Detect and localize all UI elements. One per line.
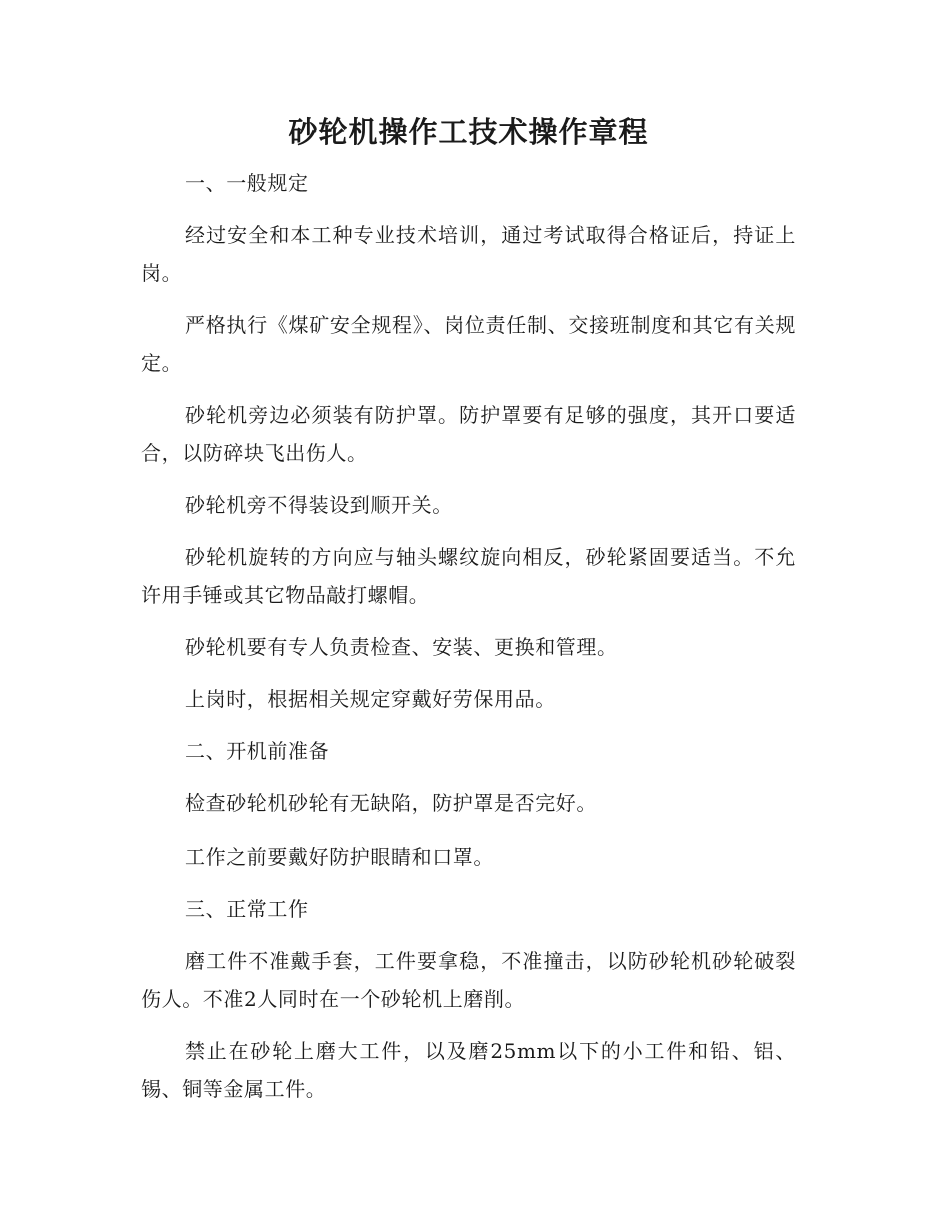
- paragraph-inspection: 检查砂轮机砂轮有无缺陷，防护罩是否完好。: [185, 791, 597, 815]
- paragraph-regulations: 严格执行《煤矿安全规程》、岗位责任制、交接班制度和其它有关规定。: [141, 313, 796, 375]
- paragraph-gloves: 磨工件不准戴手套，工件要拿稳，不准撞击，以防砂轮机砂轮破裂伤人。不准2人同时在一个砂轮机上磨削。: [141, 949, 796, 1011]
- paragraph-guard: 砂轮机旁边必须装有防护罩。防护罩要有足够的强度，其开口要适合，以防碎块飞出伤人。: [141, 403, 796, 465]
- section-heading-general: 一、一般规定: [185, 171, 309, 195]
- paragraph-management: 砂轮机要有专人负责检查、安装、更换和管理。: [185, 635, 618, 659]
- section-heading-preparation: 二、开机前准备: [185, 739, 330, 763]
- section-heading-operation: 三、正常工作: [185, 897, 309, 921]
- paragraph-prohibited-workpieces: 禁止在砂轮上磨大工件，以及磨25mm以下的小工件和铅、铝、锡、铜等金属工件。: [141, 1039, 796, 1101]
- document-title: 砂轮机操作工技术操作章程: [288, 115, 649, 149]
- paragraph-ppe: 上岗时，根据相关规定穿戴好劳保用品。: [185, 687, 556, 711]
- paragraph-rotation: 砂轮机旋转的方向应与轴头螺纹旋向相反，砂轮紧固要适当。不允许用手锤或其它物品敲打螺帽。: [141, 545, 796, 607]
- document-page: [141, 0, 796, 1230]
- paragraph-switch: 砂轮机旁不得装设到顺开关。: [185, 493, 453, 517]
- paragraph-goggles: 工作之前要戴好防护眼睛和口罩。: [185, 845, 494, 869]
- paragraph-training: 经过安全和本工种专业技术培训，通过考试取得合格证后，持证上岗。: [141, 223, 796, 285]
